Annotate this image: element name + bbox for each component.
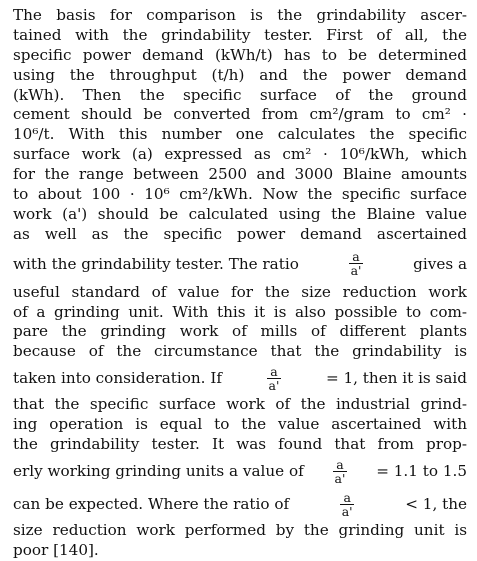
fraction-numerator: a <box>349 250 362 264</box>
fraction-denominator: a' <box>268 378 280 394</box>
ratio-line-text-after: < 1, the <box>405 494 467 513</box>
fraction-a-over-a-prime <box>339 491 356 518</box>
ratio-line-text-after: = 1, then it is said <box>325 369 467 388</box>
text-line: size reduction work performed by the grinding unit is <box>13 520 467 539</box>
text-line: poor [140]. <box>13 540 99 559</box>
fraction-numerator: a <box>333 458 346 472</box>
text-line: that the specific surface work of the industrial grind- <box>13 395 467 414</box>
text-line: useful standard of value for the size reduction work <box>13 282 467 301</box>
fraction-numerator: a <box>267 365 280 379</box>
ratio-line-3 <box>13 455 467 488</box>
text-line: The basis for comparison is the grindability ascer- <box>13 6 467 24</box>
fraction-denominator: a' <box>334 470 346 486</box>
text-line: because of the circumstance that the grindability is <box>13 342 467 361</box>
ratio-line-text-before: can be expected. Where the ratio of <box>13 494 290 513</box>
ratio-line-text-before: with the grindability tester. The ratio <box>13 254 299 273</box>
ratio-line-2 <box>13 362 467 395</box>
paragraph-block-1 <box>13 6 467 245</box>
fraction-denominator: a' <box>350 263 362 279</box>
fraction-numerator: a <box>340 491 353 505</box>
text-line: surface work (a) expressed as cm² · 10⁶/kWh, which <box>13 145 467 164</box>
ratio-line-4 <box>13 488 467 521</box>
paragraph-block-4 <box>13 521 467 561</box>
text-line: work (a') should be calculated using the Blaine value <box>13 204 467 223</box>
text-line: tained with the grindability tester. First of all, the <box>13 25 467 44</box>
fraction-a-over-a-prime <box>266 365 283 392</box>
ratio-line-text-before: taken into consideration. If <box>13 369 222 388</box>
text-line: ing operation is equal to the value ascertained with <box>13 415 467 434</box>
text-line: specific power demand (kWh/t) has to be determined <box>13 45 467 64</box>
fraction-a-over-a-prime <box>348 250 365 277</box>
paragraph-block-3 <box>13 395 467 455</box>
text-line: of a grinding unit. With this it is also possible to com- <box>13 302 467 321</box>
text-line: 10⁶/t. With this number one calculates the specific <box>13 125 467 144</box>
ratio-line-text-before: erly working grinding units a value of <box>13 461 304 480</box>
text-line: using the throughput (t/h) and the power demand <box>13 65 467 84</box>
text-line: (kWh). Then the specific surface of the ground <box>13 85 467 104</box>
paragraph-block-2 <box>13 283 467 363</box>
ratio-line-text-after: = 1.1 to 1.5 <box>376 461 467 480</box>
fraction-a-over-a-prime <box>332 458 349 485</box>
ratio-line-1 <box>13 245 467 283</box>
text-line: as well as the specific power demand ascertained <box>13 224 467 243</box>
text-line: cement should be converted from cm²/gram to cm² · <box>13 105 467 124</box>
text-line: to about 100 · 10⁶ cm²/kWh. Now the specific surface <box>13 185 467 204</box>
text-line: pare the grinding work of mills of different plants <box>13 322 467 341</box>
text-line: for the range between 2500 and 3000 Blaine amounts <box>13 165 467 184</box>
ratio-line-text-after: gives a <box>413 254 467 273</box>
fraction-denominator: a' <box>341 503 353 519</box>
text-line: the grindability tester. It was found that from prop- <box>13 435 467 454</box>
